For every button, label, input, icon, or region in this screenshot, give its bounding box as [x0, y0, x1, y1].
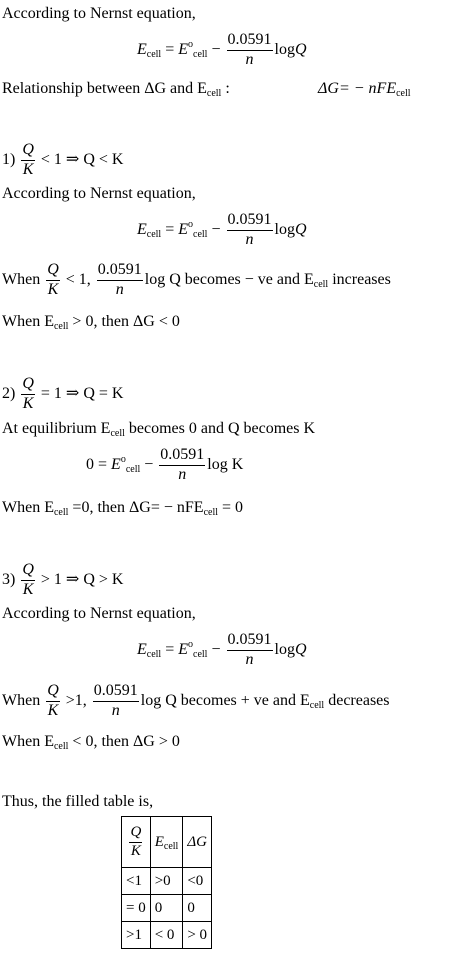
header-ecell: $E_{cell}$ [150, 817, 183, 868]
table-header-row [122, 817, 212, 868]
case3-condition: 3) $\frac{Q}{K}$ > 1 ⇒ Q > K [2, 561, 124, 598]
table-cell: >1 [122, 922, 151, 949]
nernst-heading-3: According to Nernst equation, [2, 605, 196, 622]
nernst-heading-1: According to Nernst equation, [2, 5, 196, 22]
relationship-line: Relationship between ΔG and Ecell : [2, 80, 230, 99]
case1-condition: 1) $\frac{Q}{K}$ < 1 ⇒ Q < K [2, 141, 124, 178]
table-cell: > 0 [183, 922, 212, 949]
nernst-equation-1: Ecell = $E^ocell$ − $\frac{0.0591}{n}$ logQ [137, 31, 307, 68]
table-cell: < 0 [150, 922, 183, 949]
table-cell: >0 [150, 868, 183, 895]
case3-result: When Ecell < 0, then ΔG > 0 [2, 733, 180, 752]
case2-equilibrium-line: At equilibrium Ecell becomes 0 and Q becomes K [2, 420, 316, 439]
case2-condition: 2) $\frac{Q}{K}$ = 1 ⇒ Q = K [2, 375, 124, 412]
table-row [122, 895, 212, 922]
table-cell: <1 [122, 868, 151, 895]
result-table [121, 816, 212, 949]
case1-when-line: When $\frac{Q}{K}$ < 1, $\frac{0.0591}{n}$ log Q becomes − ve and Ecell increases [2, 261, 391, 298]
table-row [122, 868, 212, 895]
header-q-over-k: $\frac{Q}{K}$ [122, 817, 151, 868]
table-row [122, 922, 212, 949]
table-cell: 0 [183, 895, 212, 922]
table-cell: <0 [183, 868, 212, 895]
nernst-heading-2: According to Nernst equation, [2, 185, 196, 202]
header-delta-g: ΔG [183, 817, 212, 868]
case3-when-line: When $\frac{Q}{K}$ >1, $\frac{0.0591}{n}$ log Q becomes + ve and Ecell decreases [2, 682, 390, 719]
thus-heading: Thus, the filled table is, [2, 793, 154, 810]
dg-relationship: ΔG= − nFEcell [318, 80, 411, 99]
table-cell: 0 [150, 895, 183, 922]
case2-equation: $0 = E^ocell$ − $\frac{0.0591}{n}$ log K [86, 446, 244, 483]
case1-result: When Ecell > 0, then ΔG < 0 [2, 313, 180, 332]
nernst-equation-2: Ecell = $E^ocell$ − $\frac{0.0591}{n}$ logQ [137, 211, 307, 248]
nernst-equation-3: Ecell = $E^ocell$ − $\frac{0.0591}{n}$ logQ [137, 631, 307, 668]
table-cell: = 0 [122, 895, 151, 922]
case2-result: When Ecell =0, then ΔG= − nFEcell = 0 [2, 499, 244, 518]
